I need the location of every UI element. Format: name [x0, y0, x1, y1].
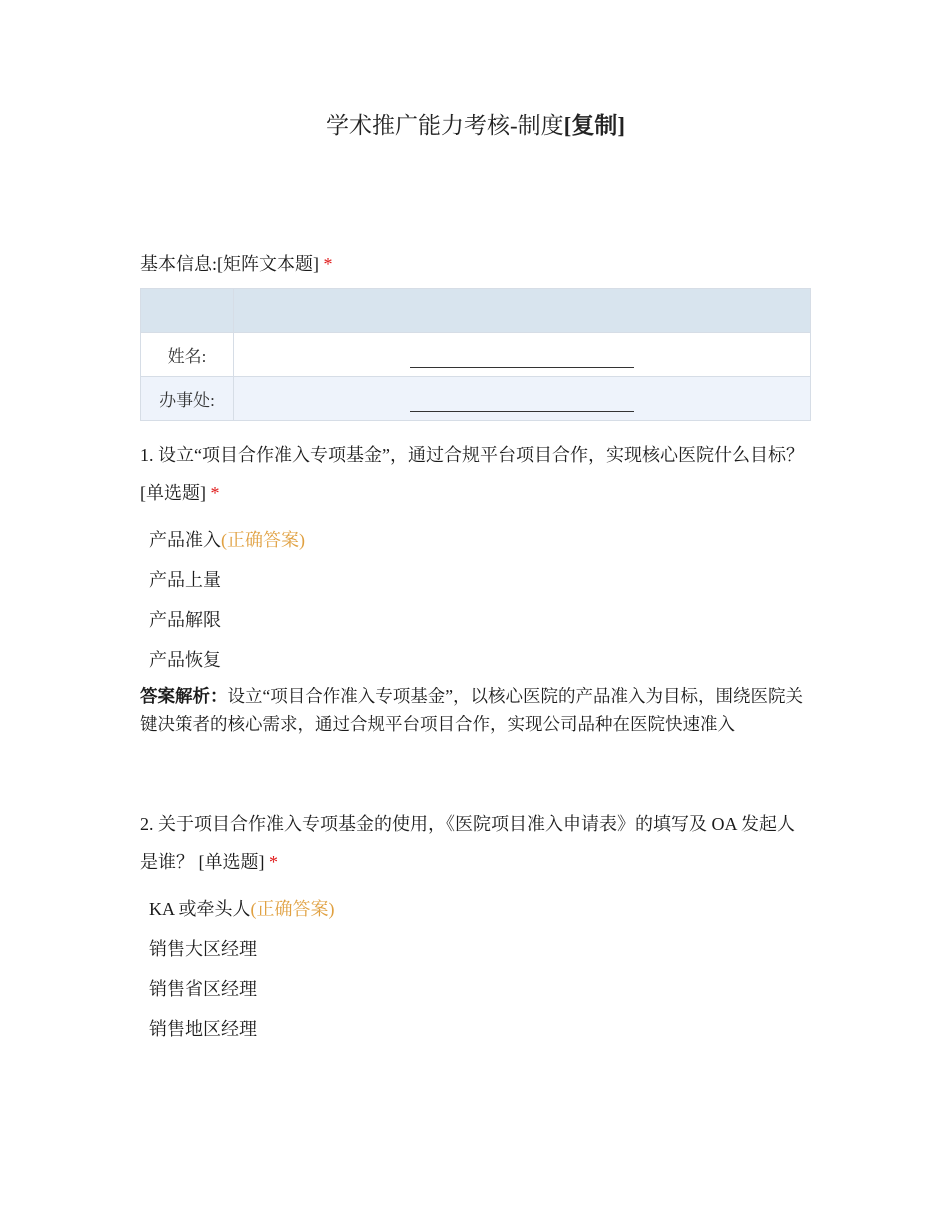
matrix-row-name — [141, 333, 811, 377]
question-1-options — [140, 520, 811, 680]
name-blank-field[interactable] — [410, 341, 634, 368]
option-item[interactable]: 销售地区经理 — [149, 1019, 257, 1039]
title-copy-tag: [复制] — [563, 113, 625, 138]
matrix-row-label: 办事处: — [141, 377, 234, 421]
title-main: 学术推广能力考核-制度 — [326, 113, 564, 138]
analysis-label: 答案解析： — [140, 686, 228, 706]
question-2-text: 2. 关于项目合作准入专项基金的使用，《医院项目准入申请表》的填写及 OA 发起人是谁？ [单选题] * — [140, 814, 796, 872]
required-asterisk: * — [323, 254, 333, 274]
option-item[interactable]: 销售大区经理 — [149, 939, 257, 959]
question-1-text: 1. 设立“项目合作准入专项基金”，通过合规平台项目合作，实现核心医院什么目标？ [单选题] * — [140, 445, 804, 503]
required-asterisk: * — [269, 852, 278, 872]
matrix-row-label: 姓名: — [141, 333, 234, 377]
matrix-table — [140, 288, 811, 421]
question-2 — [140, 805, 811, 1049]
option-item[interactable]: 产品上量 — [149, 570, 221, 590]
option-item[interactable]: 产品解限 — [149, 610, 221, 630]
answer-analysis — [140, 682, 811, 738]
correct-answer-mark: (正确答案) — [250, 899, 335, 919]
question-2-options — [140, 889, 811, 1049]
basic-info-label: 基本信息:[矩阵文本题] * — [140, 254, 333, 274]
option-item[interactable]: KA 或牵头人(正确答案) — [149, 899, 335, 919]
question-1 — [140, 436, 811, 738]
matrix-row-office — [141, 377, 811, 421]
option-item[interactable]: 产品准入(正确答案) — [149, 530, 305, 550]
option-item[interactable]: 销售省区经理 — [149, 979, 257, 999]
option-item[interactable]: 产品恢复 — [149, 650, 221, 670]
matrix-header-row — [141, 289, 811, 333]
document-title — [140, 110, 811, 142]
office-blank-field[interactable] — [410, 385, 634, 412]
required-asterisk: * — [210, 483, 220, 503]
basic-info-question — [140, 245, 811, 421]
correct-answer-mark: (正确答案) — [221, 530, 305, 550]
analysis-text: 设立“项目合作准入专项基金”，以核心医院的产品准入为目标，围绕医院关键决策者的核心需求，通过合规平台项目合作，实现公司品种在医院快速准入 — [140, 686, 804, 734]
